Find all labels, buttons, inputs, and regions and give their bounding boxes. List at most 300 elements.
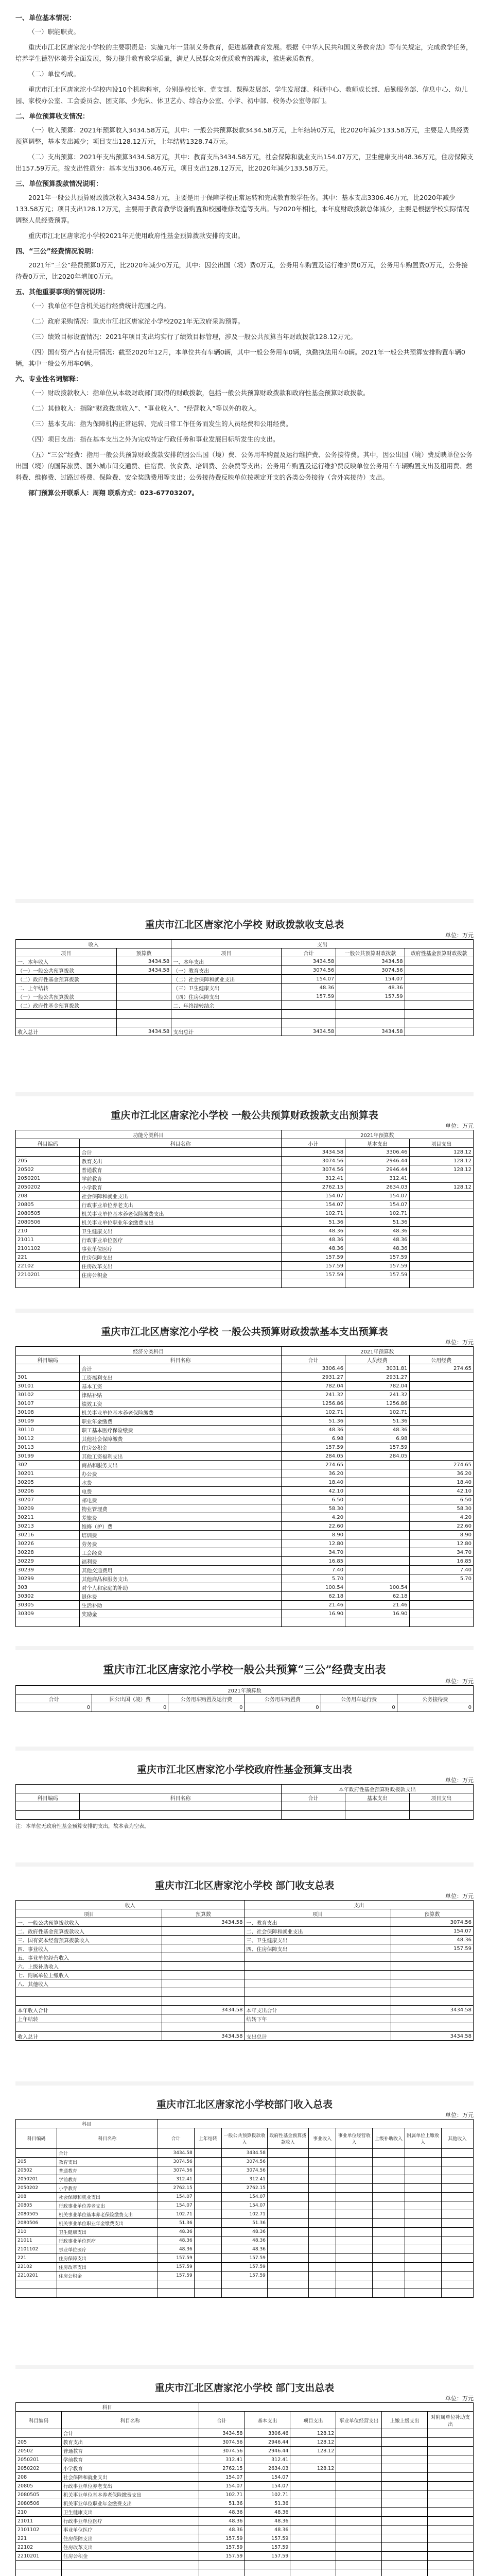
table-cell: 30226: [16, 1539, 80, 1548]
table-cell: 机关事业单位基本养老保险缴费支出: [80, 1209, 281, 1218]
table-cell: [441, 2201, 473, 2210]
table-cell: 157.59: [281, 1253, 345, 1262]
table-cell: 30109: [16, 1417, 80, 1426]
table-cell: 6.50: [409, 1496, 473, 1504]
table-cell: [373, 2201, 405, 2210]
table-cell: [373, 2166, 405, 2175]
table-cell: [428, 2447, 474, 2455]
table-3-block: [15, 1324, 474, 1627]
table-cell: 157.59: [222, 2272, 268, 2280]
paragraph: （一）财政拨款收入：指单位从本级财政部门取得的财政拨款，包括一般公共预算财政拨款和政府性基金预算财政拨款。: [28, 389, 370, 397]
table-cell: 收入总计: [16, 2032, 162, 2041]
table-cell: 2946.44: [345, 1157, 409, 1165]
table-cell: [290, 2543, 336, 2552]
table-cell: 16.85: [281, 1557, 345, 1566]
table-cell: 2210201: [16, 2552, 62, 2561]
table-cell: 6.98: [345, 1434, 409, 1443]
table-cell: [441, 2254, 473, 2263]
paragraph: （一）我单位不包含机关运行经费统计范围之内。: [28, 302, 170, 310]
table-cell: [336, 2219, 373, 2228]
table-cell: [441, 2193, 473, 2201]
table-cell: 157.59: [158, 2263, 194, 2272]
table-cell: 2080506: [16, 1218, 80, 1227]
column-header: 预算数: [162, 1909, 244, 1918]
table-cell: 30213: [16, 1522, 80, 1531]
table-cell: 48.36: [158, 2228, 194, 2236]
table-cell: 48.36: [345, 1227, 409, 1235]
table-row: [16, 2526, 474, 2534]
table-cell: [16, 2149, 57, 2158]
table-cell: 154.07: [158, 2201, 194, 2210]
table-cell: 3434.58: [116, 1027, 171, 1036]
table-row: [16, 2149, 474, 2158]
paragraph: （四）国有资产占有使用情况：截至2020年12月，本单位共有车辆0辆，其中一般公务用车0辆，执勤执法用车0辆。2021年一般公共预算安排购置车辆0辆，其中一般公务用车0辆。: [15, 348, 465, 367]
section-2-heading: 二、单位预算收支情况：: [15, 113, 90, 121]
table-cell: [373, 2193, 405, 2201]
table-cell: 157.59: [345, 1262, 409, 1270]
table-title: 重庆市江北区唐家沱小学校 部门收支总表: [154, 1880, 335, 1891]
table-cell: 51.36: [199, 2499, 244, 2508]
table-cell: （二）政府性基金预算拨款: [16, 975, 117, 984]
table-cell: 51.36: [158, 2219, 194, 2228]
table-row: [16, 1183, 474, 1192]
dept-summary-table: [15, 1900, 474, 2041]
table-cell: 30239: [16, 1566, 80, 1574]
table-cell: [162, 1988, 244, 1997]
table-cell: 2210201: [16, 1270, 80, 1279]
table-cell: [428, 2464, 474, 2473]
table-cell: [16, 2280, 57, 2289]
table-cell: [281, 1019, 336, 1027]
table-cell: [345, 1531, 409, 1539]
table-cell: 48.36: [244, 2508, 290, 2517]
table-cell: [290, 2490, 336, 2499]
table-row: [16, 1574, 474, 1583]
table-cell: 100.54: [345, 1583, 409, 1592]
table-row: [16, 1601, 474, 1609]
table-cell: 机关事业单位基本养老保险缴费: [80, 1408, 281, 1417]
table-cell: 2050201: [16, 1174, 80, 1183]
table-cell: 274.65: [281, 1461, 345, 1469]
table-cell: [290, 2517, 336, 2526]
table-cell: [336, 2526, 382, 2534]
table-cell: 102.71: [281, 1408, 345, 1417]
table-cell: [345, 1522, 409, 1531]
table-cell: [336, 2210, 373, 2219]
table-cell: [382, 2552, 428, 2561]
table-cell: 3434.58: [199, 2429, 244, 2438]
table-cell: 绩效工资: [80, 1399, 281, 1408]
table-cell: 48.36: [222, 2236, 268, 2245]
table-cell: 二、社会保障和就业支出: [244, 1927, 391, 1936]
table-row: [16, 2193, 474, 2201]
column-header: 对附属单位补助支出: [428, 2412, 474, 2429]
table-cell: 本年支出合计: [244, 2006, 391, 2014]
subheading: （二）单位构成。: [28, 70, 80, 78]
table-cell: [405, 966, 473, 975]
table-cell: [373, 2210, 405, 2219]
table-cell: 58.30: [281, 1504, 345, 1513]
table-cell: 2634.03: [244, 2464, 290, 2473]
table-cell: 128.12: [409, 1165, 473, 1174]
table-cell: 2050202: [16, 2184, 57, 2193]
table-cell: [409, 1583, 473, 1592]
column-group-header: 2021年预算数: [281, 1347, 473, 1355]
table-cell: 学前教育: [61, 2455, 199, 2464]
table-cell: [267, 2175, 308, 2184]
table-cell: 51.36: [281, 1218, 345, 1227]
table-row: [16, 1218, 474, 1227]
table-cell: 八、其他收入: [16, 1979, 162, 1988]
table-cell: 782.04: [281, 1382, 345, 1391]
table-cell: [57, 2289, 158, 2298]
table-cell: [441, 2184, 473, 2193]
table-row: [16, 1452, 474, 1461]
table-cell: [373, 2219, 405, 2228]
table-cell: [373, 2175, 405, 2184]
table-cell: 机关事业单位职业年金缴费支出: [57, 2219, 158, 2228]
table-cell: [409, 1434, 473, 1443]
table-cell: [80, 1618, 281, 1627]
table-cell: [409, 1279, 473, 1288]
column-header: 科目编码: [16, 2128, 57, 2149]
table-cell: 0: [16, 1703, 92, 1712]
table-cell: 3074.56: [199, 2438, 244, 2447]
section-3-heading: 三、单位预算拨款情况说明：: [15, 180, 103, 188]
table-cell: 128.12: [290, 2429, 336, 2438]
table-cell: [428, 2526, 474, 2534]
table-cell: 157.59: [199, 2543, 244, 2552]
table-title: 重庆市江北区唐家沱小学校 财政拨款收支总表: [145, 919, 344, 930]
table-row: [16, 975, 474, 984]
table-cell: 5.70: [409, 1574, 473, 1583]
table-cell: 157.59: [222, 2263, 268, 2272]
table-cell: [267, 2193, 308, 2201]
column-header: 公务用车购置费: [244, 1694, 321, 1703]
table-cell: 四、住房保障支出: [244, 1944, 391, 1953]
table-cell: [336, 2429, 382, 2438]
table-cell: [336, 2193, 373, 2201]
table-cell: 事业单位医疗: [80, 1244, 281, 1253]
table-cell: 16.90: [281, 1609, 345, 1618]
table-cell: 3434.58: [116, 957, 171, 966]
table-cell: 一、本年支出: [171, 957, 281, 966]
table-cell: 157.59: [281, 1270, 345, 1279]
table-cell: 157.59: [336, 992, 405, 1001]
table-cell: 284.05: [281, 1452, 345, 1461]
table-cell: 42.10: [409, 1487, 473, 1496]
table-cell: 157.59: [158, 2254, 194, 2263]
table-cell: （四）住房保障支出: [171, 992, 281, 1001]
column-header: 项目支出: [409, 1139, 473, 1148]
table-cell: [16, 2023, 162, 2032]
table-cell: [336, 2534, 382, 2543]
table-cell: [345, 1618, 409, 1627]
table-cell: [162, 1997, 244, 2006]
table-cell: 301: [16, 1373, 80, 1382]
table-cell: 18.40: [409, 1478, 473, 1487]
table-cell: （一）一般公共预算拨款: [16, 966, 117, 975]
paragraph: 重庆市江北区唐家沱小学校的主要职责是：实施九年一贯制义务教育，促进基础教育发展。根据《中华人民共和国义务教育法》等有关规定，完成教学任务，培养学生德智体美劳全面发展，努力提升教育教学质量，满足人民群众对优质教育的需求，推进素质教育。: [15, 43, 473, 62]
table-cell: 30302: [16, 1592, 80, 1601]
paragraph: （五）“三公”经费：指用一般公共预算财政拨款安排的因公出国（境）费、公务用车购置及运行维护费、公务接待费。其中，因公出国（境）费反映单位公务出国（境）的国际旅费、国外城市间交通费、住宿费、伙食费、培训费、公杂费等支出；公务用车购置及运行维护费反映单位公务用车车辆购置支出及租用费、燃料费、维修费、过路过桥费、保险费、安全奖励费用等支出；公务接待费反映单位按规定开支的各类公务接待（含外宾接待）支出。: [15, 451, 473, 481]
table-row: [16, 1010, 474, 1019]
table-row: [16, 1270, 474, 1279]
table-cell: 48.36: [281, 1426, 345, 1434]
table-cell: [162, 1971, 244, 1979]
table-cell: 行政事业单位医疗: [61, 2517, 199, 2526]
table-cell: [409, 1192, 473, 1200]
table-cell: [382, 2569, 428, 2576]
table-cell: 241.32: [345, 1391, 409, 1399]
table-cell: 0: [92, 1703, 168, 1712]
table-cell: [16, 1997, 162, 2006]
table-cell: 普通教育: [61, 2447, 199, 2455]
table-cell: [16, 1019, 117, 1027]
table-cell: 2946.44: [244, 2447, 290, 2455]
paragraph: 2021年一般公共预算财政拨款收入3434.58万元，主要是用于保障学校正常运转和完成教育教学任务。其中：基本支出3306.46万元，比2020年减少133.58万元；项目支出128.12万元，主要用于教育教学设备购置和校园维修改造等支出。与2020年相比，本年度财政拨款总体减少，主要是根据学校实际情况调整人员经费预算。: [15, 194, 469, 224]
table-row: [16, 2032, 474, 2041]
table-cell: 一、本年收入: [16, 957, 117, 966]
table-row: [16, 957, 474, 966]
table-cell: [336, 2508, 382, 2517]
table-cell: [345, 1478, 409, 1487]
table-cell: [409, 1218, 473, 1227]
table-cell: [405, 2272, 441, 2280]
table-cell: 三、卫生健康支出: [244, 1936, 391, 1944]
table-cell: 3074.56: [222, 2166, 268, 2175]
table-cell: [308, 2184, 336, 2193]
table-row: [16, 1592, 474, 1601]
table-cell: 21011: [16, 2236, 57, 2245]
table-cell: 48.36: [158, 2245, 194, 2254]
table-cell: [409, 1200, 473, 1209]
table-cell: [57, 2280, 158, 2289]
table-cell: [336, 2517, 382, 2526]
table-cell: [308, 2236, 336, 2245]
table-cell: 机关事业单位基本养老保险缴费支出: [61, 2490, 199, 2499]
table-cell: [391, 1988, 473, 1997]
table-cell: 机关事业单位职业年金缴费支出: [61, 2499, 199, 2508]
table-cell: 782.04: [345, 1382, 409, 1391]
table-cell: [16, 1279, 80, 1288]
table-row: [16, 2482, 474, 2490]
table-cell: [281, 1279, 345, 1288]
table-cell: 津贴补贴: [80, 1391, 281, 1399]
table-cell: 3074.56: [281, 1165, 345, 1174]
table-cell: 274.65: [409, 1461, 473, 1469]
table-cell: 21.46: [345, 1601, 409, 1609]
table-cell: 0: [397, 1703, 473, 1712]
table-cell: [336, 2473, 382, 2482]
table-cell: [405, 984, 473, 992]
table-cell: [409, 1227, 473, 1235]
table-cell: 七、附属单位上缴收入: [16, 1971, 162, 1979]
table-cell: [194, 2149, 221, 2158]
table-cell: [441, 2263, 473, 2272]
table-cell: [162, 1927, 244, 1936]
table-cell: [428, 2569, 474, 2576]
table-cell: [382, 2543, 428, 2552]
table-cell: [409, 1592, 473, 1601]
table-cell: 五、事业单位经营收入: [16, 1953, 162, 1962]
table-cell: [16, 2429, 62, 2438]
table-cell: [382, 2482, 428, 2490]
column-group-header: 科目: [16, 2120, 158, 2128]
table-row: [16, 1027, 474, 1036]
table-cell: [194, 2158, 221, 2166]
column-header: 合计: [281, 1355, 345, 1364]
table-cell: 48.36: [281, 1227, 345, 1235]
table-cell: [405, 2289, 441, 2298]
table-cell: 合计: [80, 1148, 281, 1157]
table-cell: [116, 992, 171, 1001]
table-cell: 208: [16, 1192, 80, 1200]
table-cell: 30199: [16, 1452, 80, 1461]
table-cell: [16, 1618, 80, 1627]
table-cell: [308, 2280, 336, 2289]
section-6-heading: 六、专业性名词解释：: [15, 376, 83, 383]
table-cell: [336, 2149, 373, 2158]
table-cell: 住房公积金: [80, 1270, 281, 1279]
column-header: 基本支出: [244, 2412, 290, 2429]
table-cell: [441, 2219, 473, 2228]
table-cell: 5.70: [281, 1574, 345, 1583]
table-row: [16, 2561, 474, 2569]
table-cell: 2101102: [16, 2526, 62, 2534]
section-5-heading: 五、其他重要事项的情况说明：: [15, 289, 110, 296]
table-row: [16, 2473, 474, 2482]
table-cell: [409, 1452, 473, 1461]
table-cell: [405, 2210, 441, 2219]
table-6-block: [15, 1878, 474, 2041]
table-cell: [391, 1971, 473, 1979]
table-row: [16, 2552, 474, 2561]
table-cell: 22102: [16, 2263, 57, 2272]
table-cell: 51.36: [244, 2499, 290, 2508]
table-cell: [290, 2508, 336, 2517]
subheading: （一）职能职责。: [28, 28, 80, 36]
table-cell: [162, 2023, 244, 2032]
table-cell: 3074.56: [222, 2158, 268, 2166]
column-header: 科目编码: [16, 1793, 80, 1802]
table-cell: 3074.56: [336, 966, 405, 975]
table-cell: [373, 2254, 405, 2263]
table-cell: [308, 2219, 336, 2228]
table-cell: 本年收入合计: [16, 2006, 162, 2014]
table-cell: 48.36: [281, 1244, 345, 1253]
dept-expenditure-table: [15, 2402, 474, 2576]
table-cell: [409, 1209, 473, 1218]
table-cell: 3434.58: [336, 957, 405, 966]
table-cell: [281, 1010, 336, 1019]
table-cell: [171, 1010, 281, 1019]
table-cell: [373, 2289, 405, 2298]
table-cell: [336, 2289, 373, 2298]
table-cell: 退休费: [80, 1592, 281, 1601]
table-cell: [16, 2569, 62, 2576]
table-row: [16, 966, 474, 975]
table-cell: 8.90: [409, 1531, 473, 1539]
table-cell: 2080505: [16, 1209, 80, 1218]
table-cell: 卫生健康支出: [61, 2508, 199, 2517]
column-header: 项目: [171, 948, 281, 957]
table-cell: [345, 1539, 409, 1548]
table-row: [16, 1962, 474, 1971]
table-cell: 2931.27: [345, 1373, 409, 1382]
column-header: 合计: [281, 1793, 345, 1802]
table-cell: 157.59: [345, 1443, 409, 1452]
table-cell: 2762.15: [222, 2184, 268, 2193]
table-cell: [382, 2561, 428, 2569]
table-cell: [267, 2263, 308, 2272]
table-row: [16, 1997, 474, 2006]
table-cell: 20805: [16, 2482, 62, 2490]
table-cell: 48.36: [391, 1936, 473, 1944]
table-row: [16, 2455, 474, 2464]
table-cell: [405, 2219, 441, 2228]
table-cell: 基本工资: [80, 1382, 281, 1391]
table-row: [16, 1504, 474, 1513]
table-cell: 电费: [80, 1487, 281, 1496]
table-row: [16, 1200, 474, 1209]
table-cell: 2080505: [16, 2490, 62, 2499]
column-header: 基本支出: [345, 1139, 409, 1148]
table-row: [16, 1426, 474, 1434]
table-cell: [382, 2517, 428, 2526]
table-cell: [441, 2245, 473, 2254]
paragraph: （二）其他收入：指除“财政拨款收入”、“事业收入”、“经营收入”等以外的收入。: [28, 404, 261, 412]
table-cell: [336, 2543, 382, 2552]
table-cell: [116, 1010, 171, 1019]
table-cell: 2946.44: [244, 2438, 290, 2447]
table-cell: [336, 2499, 382, 2508]
table-cell: [158, 2280, 194, 2289]
table-cell: 2080505: [16, 2210, 57, 2219]
table-cell: [345, 1487, 409, 1496]
table-cell: 2946.44: [345, 1165, 409, 1174]
table-cell: 51.36: [281, 1417, 345, 1426]
table-cell: [345, 1548, 409, 1557]
table-cell: 商品和服务支出: [80, 1461, 281, 1469]
table-cell: 241.32: [281, 1391, 345, 1399]
paragraph: 重庆市江北区唐家沱小学校2021年无使用政府性基金预算拨款安排的支出。: [28, 232, 244, 240]
table-cell: [382, 2455, 428, 2464]
table-cell: [336, 2464, 382, 2473]
table-cell: [308, 2166, 336, 2175]
table-cell: 3434.58: [281, 957, 336, 966]
column-group-header: 2021年预算数: [16, 1686, 474, 1694]
table-cell: [267, 2166, 308, 2175]
table-row: [16, 1408, 474, 1417]
table-cell: [308, 2201, 336, 2210]
table-cell: 128.12: [409, 1157, 473, 1165]
table-cell: 22.60: [409, 1522, 473, 1531]
section-4-heading: 四、“三公”经费情况说明：: [15, 248, 98, 256]
table-row: [16, 1944, 474, 1953]
table-cell: 100.54: [281, 1583, 345, 1592]
table-cell: [308, 2272, 336, 2280]
table-cell: [405, 975, 473, 984]
table-cell: [382, 2490, 428, 2499]
table-row: [16, 1531, 474, 1539]
table-cell: 51.36: [345, 1417, 409, 1426]
table-cell: 302: [16, 1461, 80, 1469]
column-header: 其他收入: [441, 2128, 473, 2149]
table-cell: [336, 2228, 373, 2236]
table-cell: （一）教育支出: [171, 966, 281, 975]
table-row: [16, 1001, 474, 1010]
